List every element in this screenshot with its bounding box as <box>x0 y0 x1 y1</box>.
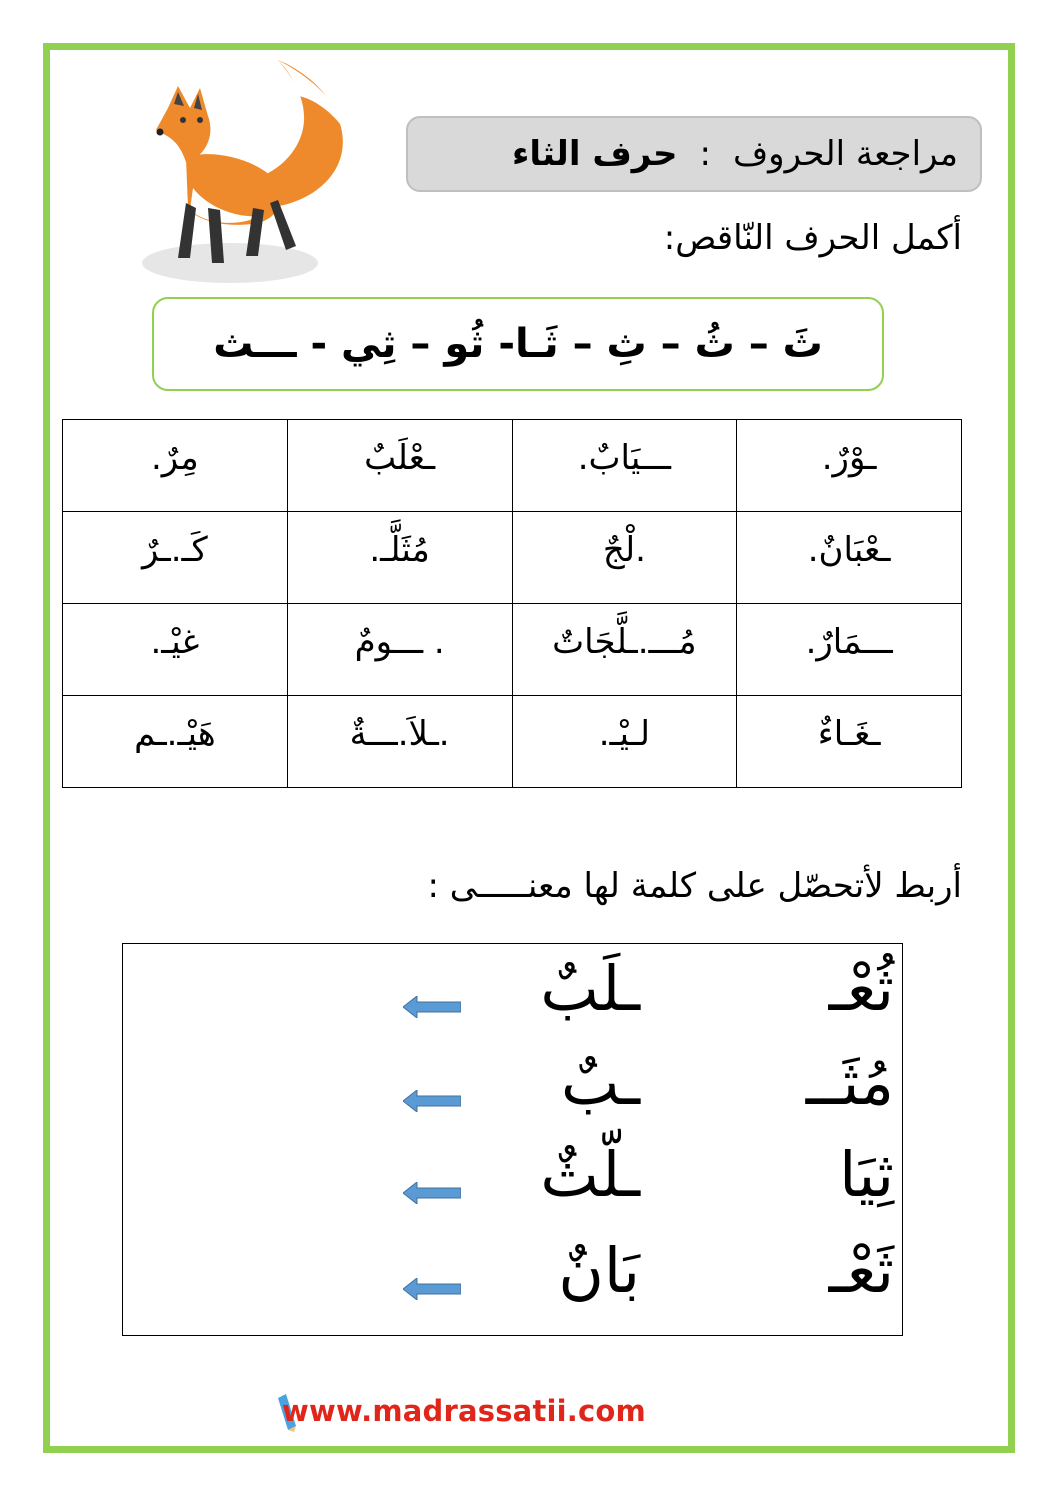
table-row <box>63 696 962 788</box>
table-cell: ـعْلَبٌ <box>287 420 512 512</box>
table-cell: غيْـ. <box>63 604 288 696</box>
match-row <box>123 1234 902 1324</box>
table-cell: . ـــومٌ <box>287 604 512 696</box>
left-arrow-icon <box>403 1090 461 1112</box>
title-separator: : <box>699 134 711 174</box>
word-part-right: ـبٌ <box>560 1046 640 1119</box>
letter-name: حرف الثاء <box>512 134 678 174</box>
fox-illustration <box>138 58 358 288</box>
left-arrow-icon <box>403 1278 461 1300</box>
word-part-left: مُثَــ <box>805 1046 894 1119</box>
title-box <box>406 116 982 192</box>
left-arrow-icon <box>403 1182 461 1204</box>
word-part-left: ثِيَا <box>839 1138 894 1211</box>
footer-logo <box>274 1392 646 1436</box>
table-cell: ـــمَارٌ. <box>737 604 962 696</box>
left-arrow-icon <box>403 996 461 1018</box>
letters-box <box>152 297 884 391</box>
table-cell: لـيْـ. <box>512 696 737 788</box>
table-cell: هَيْـ.ـم <box>63 696 288 788</box>
table-row <box>63 420 962 512</box>
table-cell: ـوْرٌ. <box>737 420 962 512</box>
word-part-left: ثَعْـ <box>828 1234 894 1307</box>
match-row <box>123 1138 902 1228</box>
word-part-right: ـلَبٌ <box>540 952 640 1025</box>
instruction-complete: أكمل الحرف النّاقص: <box>663 218 962 258</box>
match-row <box>123 1046 902 1136</box>
table-cell: ـعْبَانٌ. <box>737 512 962 604</box>
table-cell: .ـلاَ.ـــةٌ <box>287 696 512 788</box>
match-row <box>123 952 902 1042</box>
word-part-right: بَانٌ <box>558 1234 640 1307</box>
table-row <box>63 512 962 604</box>
fill-letter-table <box>62 419 962 788</box>
website-url[interactable]: www.madrassatii.com <box>282 1394 646 1428</box>
table-cell: .لْجٌ <box>512 512 737 604</box>
table-cell: مِرٌ. <box>63 420 288 512</box>
table-cell: ـغَـاءٌ <box>737 696 962 788</box>
table-row <box>63 604 962 696</box>
table-cell: ـــيَابٌ. <box>512 420 737 512</box>
table-cell: كَـ.ـرٌ <box>63 512 288 604</box>
table-cell: مُـــ.ـلَّجَاتٌ <box>512 604 737 696</box>
word-part-right: ـلّثٌ <box>540 1138 640 1211</box>
instruction-connect: أربط لأتحصّل على كلمة لها معنـــــى : <box>427 866 962 906</box>
letters-line: ثَ – ثُ – ثِ – ثَـا- ثُو – ثِي - ـــث <box>213 321 823 367</box>
review-label: مراجعة الحروف <box>732 134 958 174</box>
word-part-left: ثُعْـ <box>828 952 894 1025</box>
table-cell: مُثَلَّـ. <box>287 512 512 604</box>
matching-box <box>122 943 903 1336</box>
